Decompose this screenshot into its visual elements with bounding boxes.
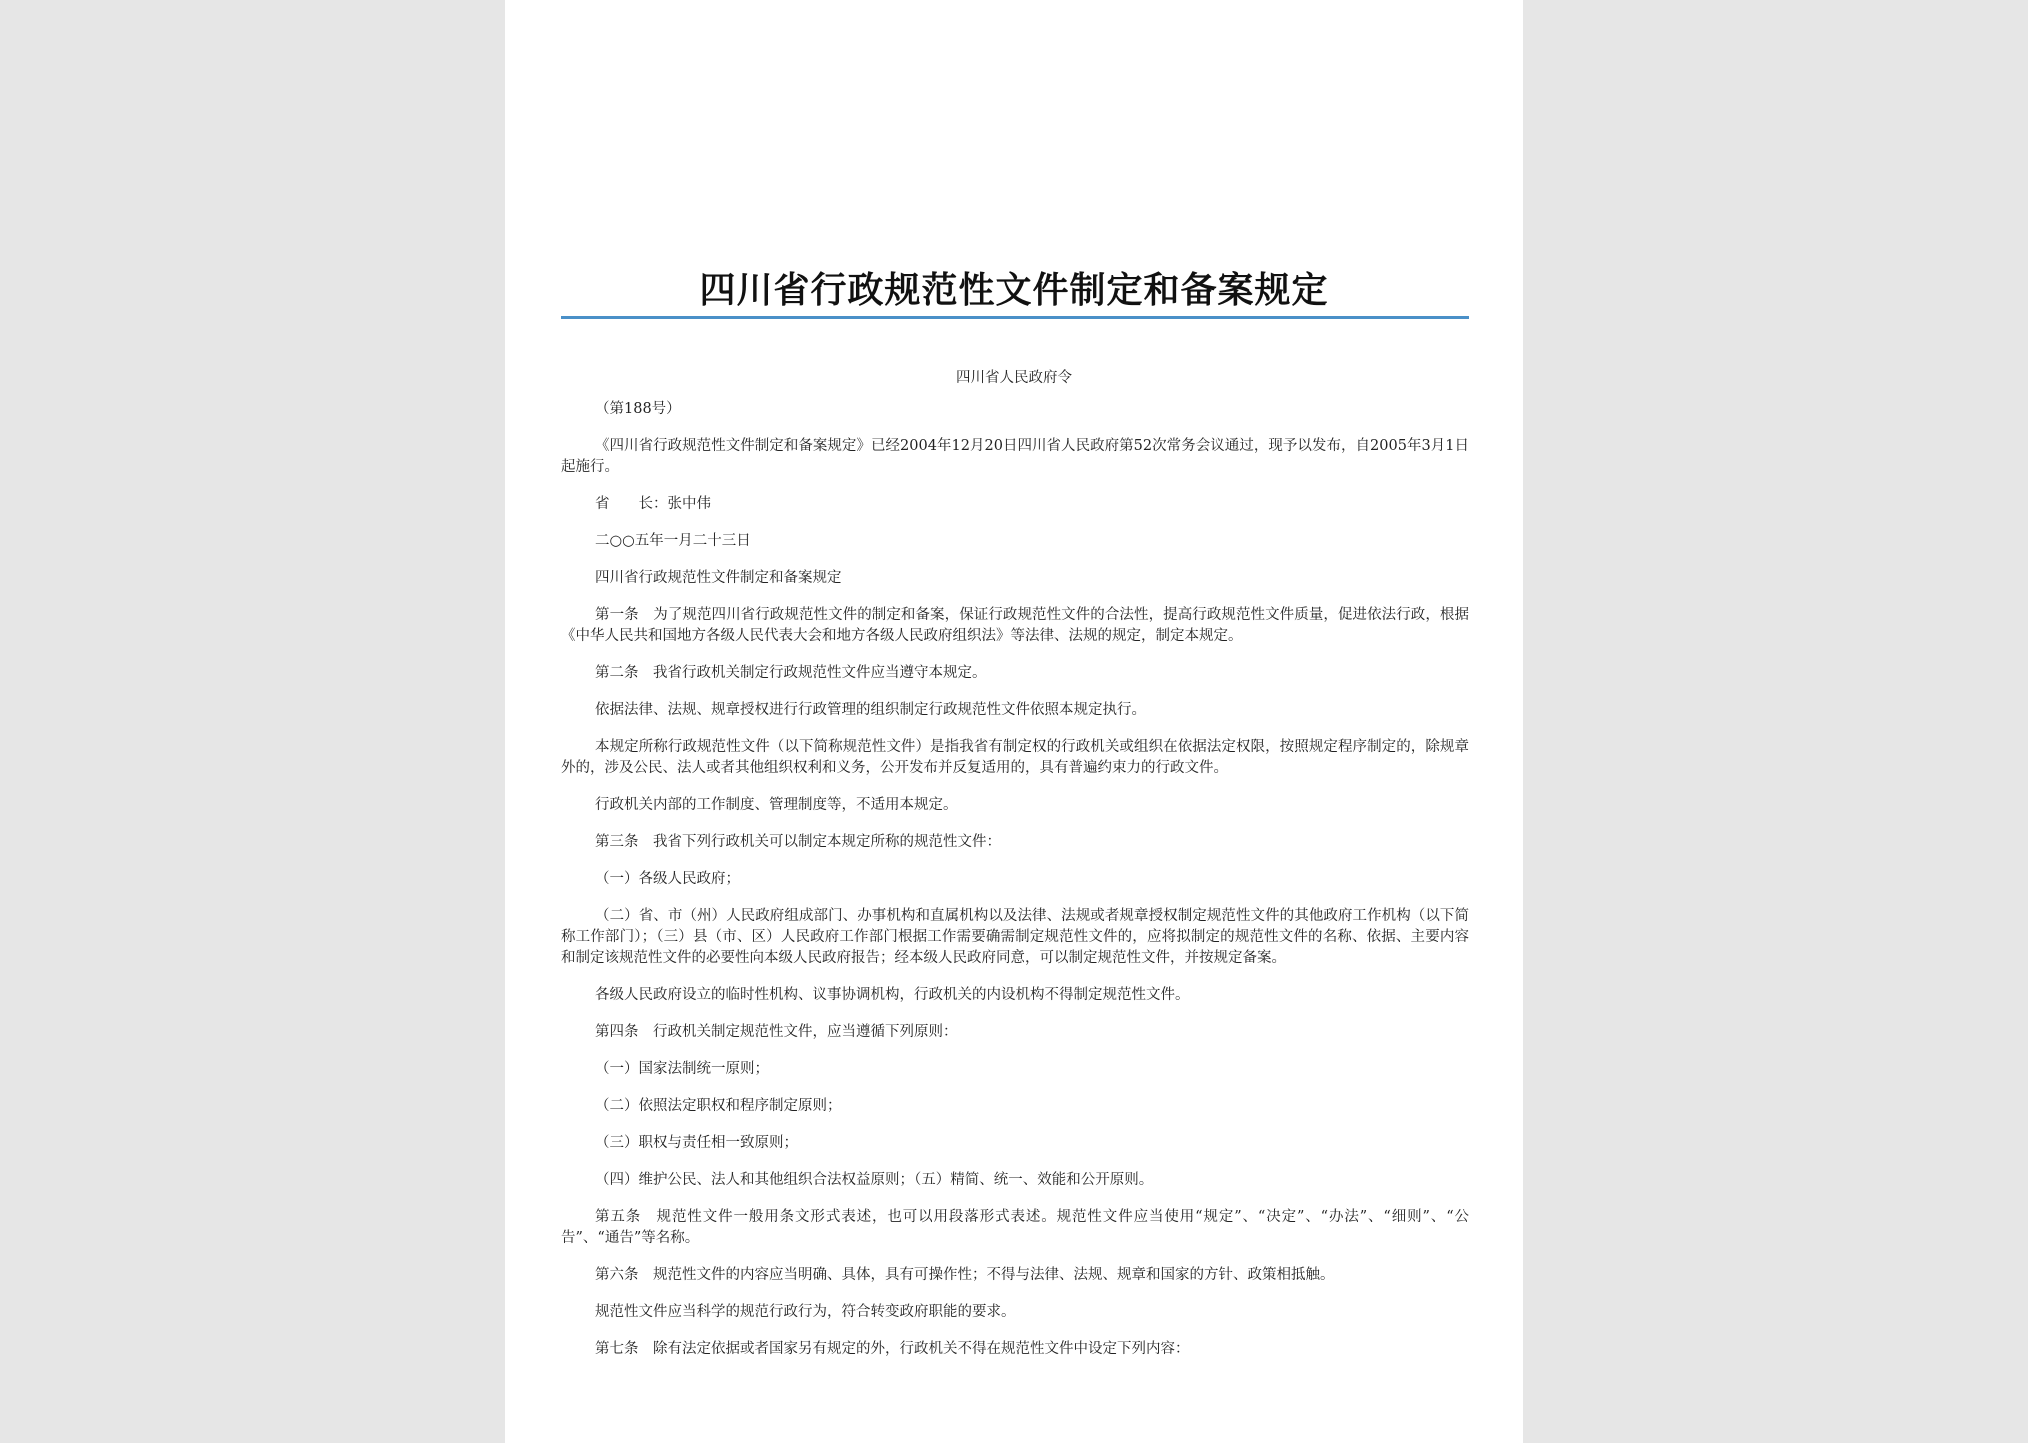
document-body xyxy=(561,399,1469,1376)
promulgation-paragraph: 《四川省行政规范性文件制定和备案规定》已经2004年12月20日四川省人民政府第52次常务会议通过，现予以发布，自2005年3月1日起施行。 xyxy=(561,438,1469,475)
decree-issuer: 四川省人民政府令 xyxy=(956,370,1072,386)
article-paragraph: 第四条 行政机关制定规范性文件，应当遵循下列原则： xyxy=(595,1024,958,1040)
article-paragraph: 第二条 我省行政机关制定行政规范性文件应当遵守本规定。 xyxy=(595,665,987,681)
article-paragraph: 依据法律、法规、规章授权进行行政管理的组织制定行政规范性文件依照本规定执行。 xyxy=(595,702,1146,718)
article-item: （一）国家法制统一原则； xyxy=(595,1061,769,1077)
governor-signature: 省 长：张中伟 xyxy=(595,496,711,512)
article-paragraph: 第六条 规范性文件的内容应当明确、具体，具有可操作性；不得与法律、法规、规章和国家的方针、政策相抵触。 xyxy=(595,1267,1335,1283)
article-item: （三）职权与责任相一致原则； xyxy=(595,1135,798,1151)
article-item: （二）省、市（州）人民政府组成部门、办事机构和直属机构以及法律、法规或者规章授权制定规范性文件的其他政府工作机构（以下简称工作部门）；（三）县（市、区）人民政府工作部门根据工作需要确需制定规范性文件的，应将拟制定的规范性文件的名称、依据、主要内容和制定该规范性文件的必要性向本级人民政府报告；经本级人民政府同意，可以制定规范性文件，并按规定备案。 xyxy=(561,908,1469,966)
article-paragraph: 第三条 我省下列行政机关可以制定本规定所称的规范性文件： xyxy=(595,834,1001,850)
document-page xyxy=(505,0,1523,1443)
article-paragraph: 行政机关内部的工作制度、管理制度等，不适用本规定。 xyxy=(595,797,958,813)
title-divider xyxy=(561,316,1469,319)
regulation-heading: 四川省行政规范性文件制定和备案规定 xyxy=(595,570,842,586)
article-paragraph: 第五条 规范性文件一般用条文形式表述，也可以用段落形式表述。规范性文件应当使用“规定”、“决定”、“办法”、“细则”、“公告”、“通告”等名称。 xyxy=(561,1209,1469,1246)
issue-date: 二○○五年一月二十三日 xyxy=(595,533,751,549)
article-item: （一）各级人民政府； xyxy=(595,871,740,887)
article-paragraph: 本规定所称行政规范性文件（以下简称规范性文件）是指我省有制定权的行政机关或组织在依据法定权限，按照规定程序制定的，除规章外的，涉及公民、法人或者其他组织权利和义务，公开发布并反复适用的，具有普遍约束力的行政文件。 xyxy=(561,739,1469,776)
document-title: 四川省行政规范性文件制定和备案规定 xyxy=(699,270,1329,311)
article-paragraph: 规范性文件应当科学的规范行政行为，符合转变政府职能的要求。 xyxy=(595,1304,1016,1320)
article-item: （二）依照法定职权和程序制定原则； xyxy=(595,1098,842,1114)
article-paragraph: 各级人民政府设立的临时性机构、议事协调机构，行政机关的内设机构不得制定规范性文件。 xyxy=(595,987,1190,1003)
article-paragraph: 第一条 为了规范四川省行政规范性文件的制定和备案，保证行政规范性文件的合法性，提高行政规范性文件质量，促进依法行政，根据《中华人民共和国地方各级人民代表大会和地方各级人民政府组织法》等法律、法规的规定，制定本规定。 xyxy=(561,607,1469,644)
article-paragraph: 第七条 除有法定依据或者国家另有规定的外，行政机关不得在规范性文件中设定下列内容： xyxy=(595,1341,1190,1357)
article-item: （四）维护公民、法人和其他组织合法权益原则；（五）精简、统一、效能和公开原则。 xyxy=(595,1172,1154,1188)
decree-number: （第188号） xyxy=(595,401,681,417)
